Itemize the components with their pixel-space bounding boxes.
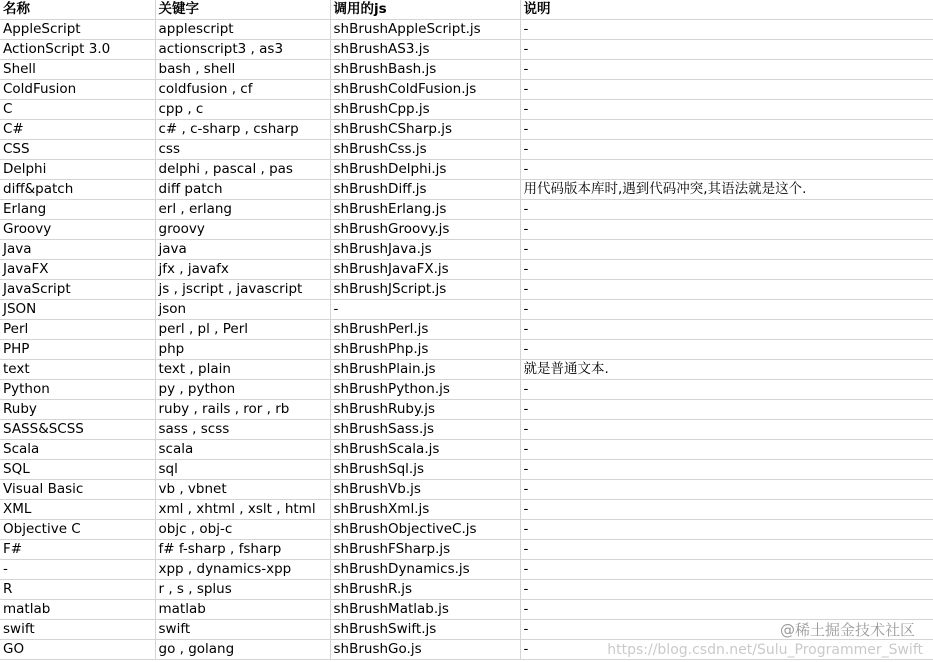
cell-name: swift xyxy=(0,620,155,640)
table-row xyxy=(0,100,933,120)
cell-keywords: js , jscript , javascript xyxy=(155,280,330,300)
cell-name: Scala xyxy=(0,440,155,460)
cell-description: - xyxy=(520,260,933,280)
table-row xyxy=(0,160,933,180)
cell-keywords: php xyxy=(155,340,330,360)
cell-keywords: cpp , c xyxy=(155,100,330,120)
table-row xyxy=(0,500,933,520)
cell-js-file: shBrushDynamics.js xyxy=(330,560,520,580)
table-header-row xyxy=(0,0,933,20)
cell-js-file: shBrushPerl.js xyxy=(330,320,520,340)
cell-js-file: shBrushObjectiveC.js xyxy=(330,520,520,540)
table-row xyxy=(0,440,933,460)
cell-name: C# xyxy=(0,120,155,140)
cell-js-file: shBrushJava.js xyxy=(330,240,520,260)
table-row xyxy=(0,40,933,60)
cell-keywords: perl , pl , Perl xyxy=(155,320,330,340)
cell-keywords: py , python xyxy=(155,380,330,400)
cell-name: C xyxy=(0,100,155,120)
cell-name: Erlang xyxy=(0,200,155,220)
cell-keywords: xpp , dynamics-xpp xyxy=(155,560,330,580)
table-row xyxy=(0,60,933,80)
cell-js-file: shBrushGo.js xyxy=(330,640,520,660)
cell-keywords: groovy xyxy=(155,220,330,240)
cell-js-file: shBrushPython.js xyxy=(330,380,520,400)
cell-name: Java xyxy=(0,240,155,260)
cell-keywords: ruby , rails , ror , rb xyxy=(155,400,330,420)
cell-description: - xyxy=(520,200,933,220)
cell-description: - xyxy=(520,120,933,140)
cell-js-file: shBrushCSharp.js xyxy=(330,120,520,140)
table-row xyxy=(0,300,933,320)
cell-name: XML xyxy=(0,500,155,520)
cell-js-file: shBrushCpp.js xyxy=(330,100,520,120)
cell-js-file: shBrushScala.js xyxy=(330,440,520,460)
cell-js-file: shBrushAS3.js xyxy=(330,40,520,60)
cell-keywords: java xyxy=(155,240,330,260)
cell-description: - xyxy=(520,160,933,180)
table-row xyxy=(0,420,933,440)
cell-keywords: bash , shell xyxy=(155,60,330,80)
cell-keywords: text , plain xyxy=(155,360,330,380)
cell-js-file: shBrushDelphi.js xyxy=(330,160,520,180)
cell-keywords: jfx , javafx xyxy=(155,260,330,280)
cell-keywords: delphi , pascal , pas xyxy=(155,160,330,180)
cell-name: matlab xyxy=(0,600,155,620)
table-row xyxy=(0,380,933,400)
cell-js-file: shBrushSwift.js xyxy=(330,620,520,640)
table-row xyxy=(0,540,933,560)
table-row xyxy=(0,340,933,360)
cell-description: - xyxy=(520,480,933,500)
cell-description: 就是普通文本. xyxy=(520,360,933,380)
cell-description: - xyxy=(520,600,933,620)
cell-description: - xyxy=(520,320,933,340)
table-row xyxy=(0,600,933,620)
cell-keywords: erl , erlang xyxy=(155,200,330,220)
cell-name: - xyxy=(0,560,155,580)
cell-name: JSON xyxy=(0,300,155,320)
cell-name: JavaScript xyxy=(0,280,155,300)
cell-keywords: sass , scss xyxy=(155,420,330,440)
cell-js-file: shBrushErlang.js xyxy=(330,200,520,220)
cell-name: ActionScript 3.0 xyxy=(0,40,155,60)
table-row xyxy=(0,260,933,280)
cell-description: - xyxy=(520,460,933,480)
cell-js-file: shBrushPhp.js xyxy=(330,340,520,360)
table-row xyxy=(0,20,933,40)
cell-keywords: f# f-sharp , fsharp xyxy=(155,540,330,560)
cell-name: Ruby xyxy=(0,400,155,420)
cell-js-file: shBrushBash.js xyxy=(330,60,520,80)
cell-js-file: shBrushSql.js xyxy=(330,460,520,480)
cell-description: - xyxy=(520,520,933,540)
cell-keywords: xml , xhtml , xslt , html xyxy=(155,500,330,520)
cell-name: Objective C xyxy=(0,520,155,540)
cell-description: - xyxy=(520,420,933,440)
table-row xyxy=(0,400,933,420)
table-row xyxy=(0,520,933,540)
cell-keywords: diff patch xyxy=(155,180,330,200)
cell-keywords: applescript xyxy=(155,20,330,40)
cell-name: Perl xyxy=(0,320,155,340)
cell-description: - xyxy=(520,280,933,300)
table-body xyxy=(0,20,933,660)
cell-description: - xyxy=(520,240,933,260)
cell-keywords: css xyxy=(155,140,330,160)
table-row xyxy=(0,360,933,380)
cell-name: JavaFX xyxy=(0,260,155,280)
cell-keywords: actionscript3 , as3 xyxy=(155,40,330,60)
cell-js-file: - xyxy=(330,300,520,320)
cell-js-file: shBrushXml.js xyxy=(330,500,520,520)
cell-description: - xyxy=(520,620,933,640)
cell-name: Shell xyxy=(0,60,155,80)
cell-description: - xyxy=(520,580,933,600)
table-row xyxy=(0,460,933,480)
table-row xyxy=(0,200,933,220)
table-row xyxy=(0,580,933,600)
cell-keywords: c# , c-sharp , csharp xyxy=(155,120,330,140)
cell-js-file: shBrushJScript.js xyxy=(330,280,520,300)
table-row xyxy=(0,220,933,240)
cell-keywords: scala xyxy=(155,440,330,460)
cell-js-file: shBrushRuby.js xyxy=(330,400,520,420)
cell-keywords: json xyxy=(155,300,330,320)
header-description: 说明 xyxy=(520,0,933,20)
cell-name: ColdFusion xyxy=(0,80,155,100)
cell-js-file: shBrushAppleScript.js xyxy=(330,20,520,40)
cell-js-file: shBrushColdFusion.js xyxy=(330,80,520,100)
cell-name: SQL xyxy=(0,460,155,480)
cell-js-file: shBrushSass.js xyxy=(330,420,520,440)
cell-name: Delphi xyxy=(0,160,155,180)
cell-name: diff&patch xyxy=(0,180,155,200)
table-row xyxy=(0,240,933,260)
table-row xyxy=(0,140,933,160)
cell-description: - xyxy=(520,80,933,100)
header-keywords: 关键字 xyxy=(155,0,330,20)
cell-name: SASS&SCSS xyxy=(0,420,155,440)
cell-description: - xyxy=(520,540,933,560)
cell-keywords: coldfusion , cf xyxy=(155,80,330,100)
cell-keywords: vb , vbnet xyxy=(155,480,330,500)
cell-description: - xyxy=(520,340,933,360)
header-js-file: 调用的js xyxy=(330,0,520,20)
watermark: @稀土掘金技术社区 xyxy=(779,621,915,639)
cell-description: - xyxy=(520,440,933,460)
table-row xyxy=(0,180,933,200)
cell-name: CSS xyxy=(0,140,155,160)
cell-description: - xyxy=(520,500,933,520)
cell-name: text xyxy=(0,360,155,380)
cell-name: GO xyxy=(0,640,155,660)
table-row xyxy=(0,280,933,300)
cell-js-file: shBrushJavaFX.js xyxy=(330,260,520,280)
cell-js-file: shBrushR.js xyxy=(330,580,520,600)
table-row xyxy=(0,80,933,100)
cell-js-file: shBrushCss.js xyxy=(330,140,520,160)
header-name: 名称 xyxy=(0,0,155,20)
cell-description: - xyxy=(520,560,933,580)
cell-js-file: shBrushGroovy.js xyxy=(330,220,520,240)
cell-name: PHP xyxy=(0,340,155,360)
cell-description: - xyxy=(520,20,933,40)
watermark-url: https://blog.csdn.net/Sulu_Programmer_Swift xyxy=(607,642,923,658)
cell-description: - xyxy=(520,220,933,240)
cell-description: - xyxy=(520,380,933,400)
cell-keywords: objc , obj-c xyxy=(155,520,330,540)
cell-js-file: shBrushVb.js xyxy=(330,480,520,500)
cell-description: - xyxy=(520,300,933,320)
cell-keywords: swift xyxy=(155,620,330,640)
cell-js-file: shBrushMatlab.js xyxy=(330,600,520,620)
cell-description: - xyxy=(520,40,933,60)
cell-description: - xyxy=(520,140,933,160)
cell-keywords: go , golang xyxy=(155,640,330,660)
cell-keywords: matlab xyxy=(155,600,330,620)
cell-description: 用代码版本库时,遇到代码冲突,其语法就是这个. xyxy=(520,180,933,200)
cell-description: - xyxy=(520,100,933,120)
cell-keywords: r , s , splus xyxy=(155,580,330,600)
table-row xyxy=(0,560,933,580)
cell-name: Groovy xyxy=(0,220,155,240)
cell-keywords: sql xyxy=(155,460,330,480)
cell-description: - xyxy=(520,60,933,80)
cell-js-file: shBrushDiff.js xyxy=(330,180,520,200)
cell-description: - xyxy=(520,400,933,420)
table-row xyxy=(0,120,933,140)
cell-description: - xyxy=(520,640,933,660)
cell-js-file: shBrushFSharp.js xyxy=(330,540,520,560)
table-row xyxy=(0,320,933,340)
cell-name: F# xyxy=(0,540,155,560)
cell-name: Visual Basic xyxy=(0,480,155,500)
table-row xyxy=(0,480,933,500)
cell-name: AppleScript xyxy=(0,20,155,40)
cell-name: Python xyxy=(0,380,155,400)
cell-js-file: shBrushPlain.js xyxy=(330,360,520,380)
cell-name: R xyxy=(0,580,155,600)
